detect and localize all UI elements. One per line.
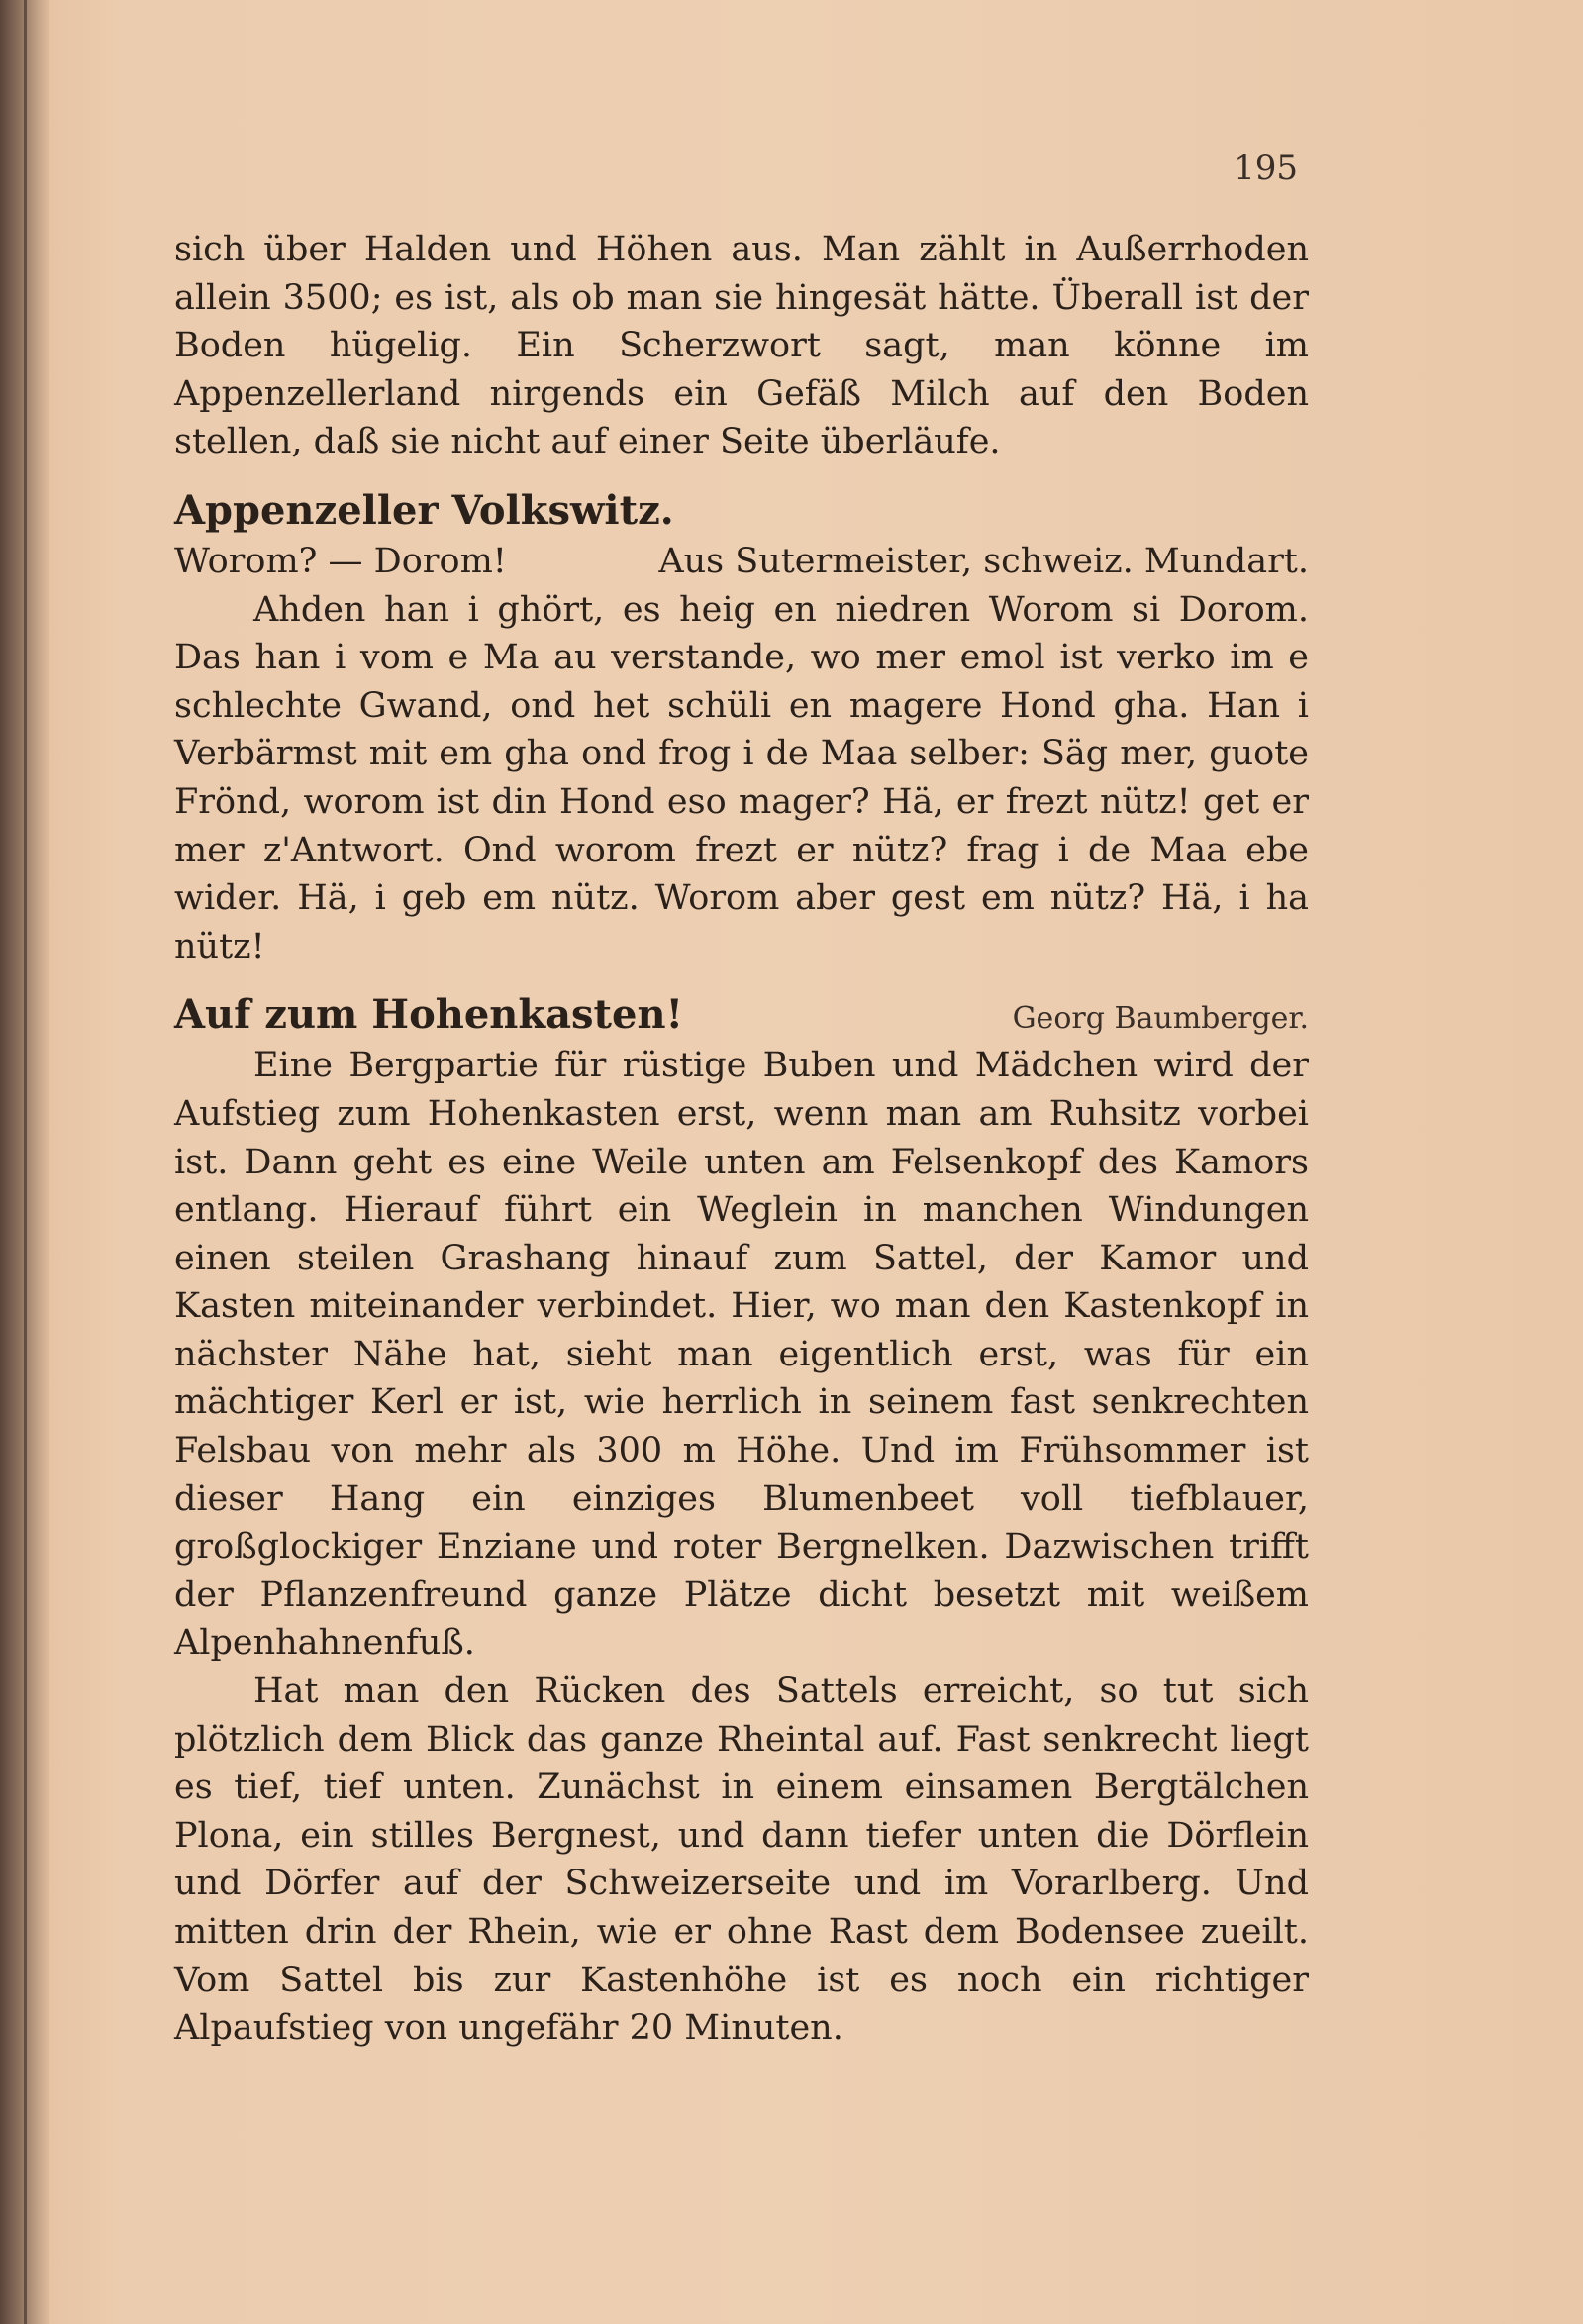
section-source: Aus Sutermeister, schweiz. Mundart. <box>658 541 1309 581</box>
hohenkasten-paragraph-1: Eine Bergpartie für rüstige Buben und Mädchen wird der Aufstieg zum Hohenkasten erst, wenn man am Ruhsitz vorbei ist. Dann geht es eine Weile unten am Felsenkopf des Kamors entlang. Hierauf führt ein Weglein in manchen Windungen einen steilen Grashang hinauf zum Sattel, der Kamor und Kasten miteinander verbindet. Hier, wo man den Kastenkopf in nächster Nähe hat, sieht man eigentlich erst, was für ein mächtiger Kerl er ist, wie herrlich in seinem fast senkrechten Felsbau von mehr als 300 m Höhe. Und im Frühsommer ist dieser Hang ein einziges Blumenbeet voll tiefblauer, großglockiger Enziane und roter Bergnelken. Dazwischen trifft der Pflanzenfreund ganze Plätze dicht besetzt mit weißem Alpenhahnenfuß. <box>174 1046 1309 1664</box>
book-spine-shadow <box>0 0 49 2324</box>
section-author: Georg Baumberger. <box>1012 1001 1309 1037</box>
page-number: 195 <box>1234 149 1298 188</box>
page-content <box>174 226 1309 2053</box>
spine-edge-line <box>24 0 27 2324</box>
section-heading-row <box>174 988 1309 1042</box>
section-title-volkswitz: Appenzeller Volkswitz. <box>174 486 674 534</box>
section-title-hohenkasten: Auf zum Hohenkasten! <box>174 991 684 1039</box>
section-subtitle-row <box>174 538 1309 586</box>
volkswitz-text: Ahden han i ghört, es heig en niedren Worom si Dorom. Das han i vom e Ma au verstande, wo mer emol ist verko im e schlechte Gwand, ond het schüli en magere Hond gha. Han i Verbärmst mit em gha ond frog i de Maa selber: Säg mer, guote Frönd, worom ist din Hond eso mager? Hä, er frezt nütz! get er mer z'Antwort. Ond worom frezt er nütz? frag i de Maa ebe wider. Hä, i geb em nütz. Worom aber gest em nütz? Hä, i ha nütz! <box>174 589 1309 966</box>
section-subtitle: Worom? — Dorom! <box>174 541 507 581</box>
opening-paragraph: sich über Halden und Höhen aus. Man zählt in Außerrhoden allein 3500; es ist, als ob man sie hingesät hätte. Überall ist der Boden hügelig. Ein Scherzwort sagt, man könne im Appenzellerland nirgends ein Gefäß Milch auf den Boden stellen, daß sie nicht auf einer Seite überläufe. <box>174 230 1309 462</box>
hohenkasten-paragraph-2: Hat man den Rücken des Sattels erreicht, so tut sich plötzlich dem Blick das ganze Rheintal auf. Fast senkrecht liegt es tief, tief unten. Zunächst in einem einsamen Bergtälchen Plona, ein stilles Bergnest, und dann tiefer unten die Dörflein und Dörfer auf der Schweizerseite und im Vorarlberg. Und mitten drin der Rhein, wie er ohne Rast dem Bodensee zueilt. Vom Sattel bis zur Kastenhöhe ist es noch ein richtiger Alpaufstieg von ungefähr 20 Minuten. <box>174 1671 1309 2049</box>
